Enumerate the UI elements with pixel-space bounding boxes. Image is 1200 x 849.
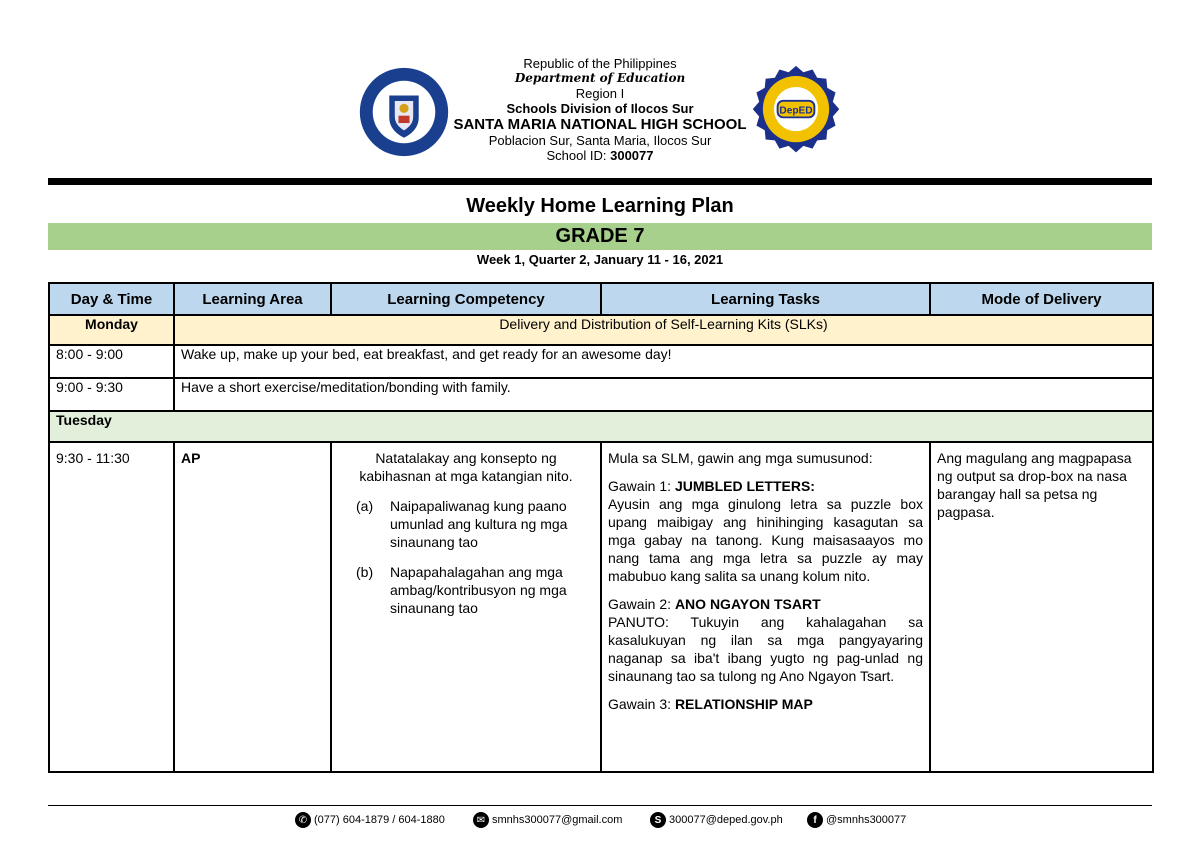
gawain-2-title: ANO NGAYON TSART — [674, 596, 821, 612]
monday-note: Delivery and Distribution of Self-Learning Kits (SLKs) — [174, 315, 1153, 345]
footer-phone — [295, 812, 445, 828]
school-address: Poblacion Sur, Santa Maria, Ilocos Sur — [488, 133, 712, 148]
competency-text: Naipapaliwanag kung paano umunlad ang kultura ng mga sinaunang tao — [390, 498, 568, 550]
header-text-block — [440, 56, 760, 163]
table-row — [49, 378, 1153, 411]
gawain-3-title: RELATIONSHIP MAP — [674, 696, 813, 712]
header-mode-of-delivery: Mode of Delivery — [930, 283, 1153, 315]
school-id-label: School ID: — [546, 148, 607, 163]
competency-marker: (a) — [356, 498, 374, 514]
gawain-1-label: Gawain 1: — [608, 478, 675, 494]
school-name: SANTA MARIA NATIONAL HIGH SCHOOL — [453, 116, 747, 133]
day-cell: Monday — [49, 315, 174, 345]
competency-item — [338, 497, 594, 551]
table-row — [49, 345, 1153, 378]
footer-facebook — [807, 812, 906, 828]
activity-cell: Wake up, make up your bed, eat breakfast, and get ready for an awesome day! — [174, 345, 1153, 378]
gawain-1 — [608, 477, 923, 585]
facebook-icon: f — [807, 812, 823, 828]
division-line: Schools Division of Ilocos Sur — [506, 101, 694, 116]
learning-plan-table — [48, 282, 1154, 773]
week-subtitle: Week 1, Quarter 2, January 11 - 16, 2021 — [476, 252, 724, 267]
svg-text:DepED: DepED — [779, 105, 813, 117]
competency-text: Napapahalagahan ang mga ambag/kontribusyon ng mga sinaunang tao — [390, 564, 567, 616]
document-header — [0, 56, 1200, 176]
competency-item — [338, 563, 594, 617]
gawain-1-body: Ayusin ang mga ginulong letra sa puzzle box upang maibigay ang hinihinging kasagutan sa mga gabay na tanong. Kung maisasaayos mo nang tama ang mga letra sa puzzle ay may mabubuo kang salita sa unang kolum nito. — [608, 496, 923, 584]
activity-cell: Have a short exercise/meditation/bonding with family. — [174, 378, 1153, 411]
tasks-intro: Mula sa SLM, gawin ang mga sumusunod: — [608, 450, 873, 466]
competency-intro: Natatalakay ang konsepto ng kabihasnan at mga katangian nito. — [359, 450, 573, 484]
department-line: Department of Education — [514, 71, 686, 85]
time-cell: 9:30 - 11:30 — [49, 442, 174, 772]
header-divider — [48, 178, 1152, 185]
footer-deped-email — [650, 812, 783, 828]
tasks-cell — [601, 442, 930, 772]
gawain-3-label: Gawain 3: — [608, 696, 675, 712]
gawain-1-title: JUMBLED LETTERS: — [674, 478, 815, 494]
school-id-line — [440, 148, 760, 163]
time-cell: 9:00 - 9:30 — [49, 378, 174, 411]
phone-text: (077) 604-1879 / 604-1880 — [314, 814, 445, 826]
deped-seal-logo — [358, 66, 450, 158]
gawain-3 — [608, 695, 923, 713]
gawain-2-label: Gawain 2: — [608, 596, 675, 612]
table-row-tuesday — [49, 411, 1153, 442]
deped-email-text: 300077@deped.gov.ph — [669, 814, 783, 826]
competency-marker: (b) — [356, 564, 374, 580]
facebook-text: @smnhs300077 — [826, 814, 907, 826]
table-header-row — [49, 283, 1153, 315]
footer-divider — [48, 805, 1152, 806]
school-seal-logo — [750, 64, 842, 156]
header-learning-tasks: Learning Tasks — [601, 283, 930, 315]
email-icon: ✉ — [473, 812, 489, 828]
school-id-value: 300077 — [610, 148, 654, 163]
email-text: smnhs300077@gmail.com — [492, 814, 623, 826]
gawain-2 — [608, 595, 923, 685]
contact-footer — [0, 812, 1200, 832]
delivery-cell: Ang magulang ang magpapasa ng output sa drop-box na nasa barangay hall sa petsa ng pagpasa. — [930, 442, 1153, 772]
time-cell: 8:00 - 9:00 — [49, 345, 174, 378]
plan-title: Weekly Home Learning Plan — [466, 195, 734, 217]
grade-banner: GRADE 7 — [48, 223, 1152, 250]
competency-cell — [331, 442, 601, 772]
header-learning-competency: Learning Competency — [331, 283, 601, 315]
table-row-ap — [49, 442, 1153, 772]
table-row-monday — [49, 315, 1153, 345]
footer-email — [473, 812, 622, 828]
header-learning-area: Learning Area — [174, 283, 331, 315]
phone-icon: ✆ — [295, 812, 311, 828]
republic-line: Republic of the Philippines — [523, 56, 677, 71]
day-cell: Tuesday — [49, 411, 1153, 442]
header-day-time: Day & Time — [49, 283, 174, 315]
region-line: Region I — [575, 86, 625, 101]
skype-icon: S — [650, 812, 666, 828]
gawain-2-body: PANUTO: Tukuyin ang kahalagahan sa kasalukuyan ng ilan sa mga pangyayaring naganap sa iba't ibang yugto ng pag-unlad ng sinaunang tao sa tulong ng Ano Ngayon Tsart. — [608, 614, 923, 684]
learning-area-cell: AP — [174, 442, 331, 772]
